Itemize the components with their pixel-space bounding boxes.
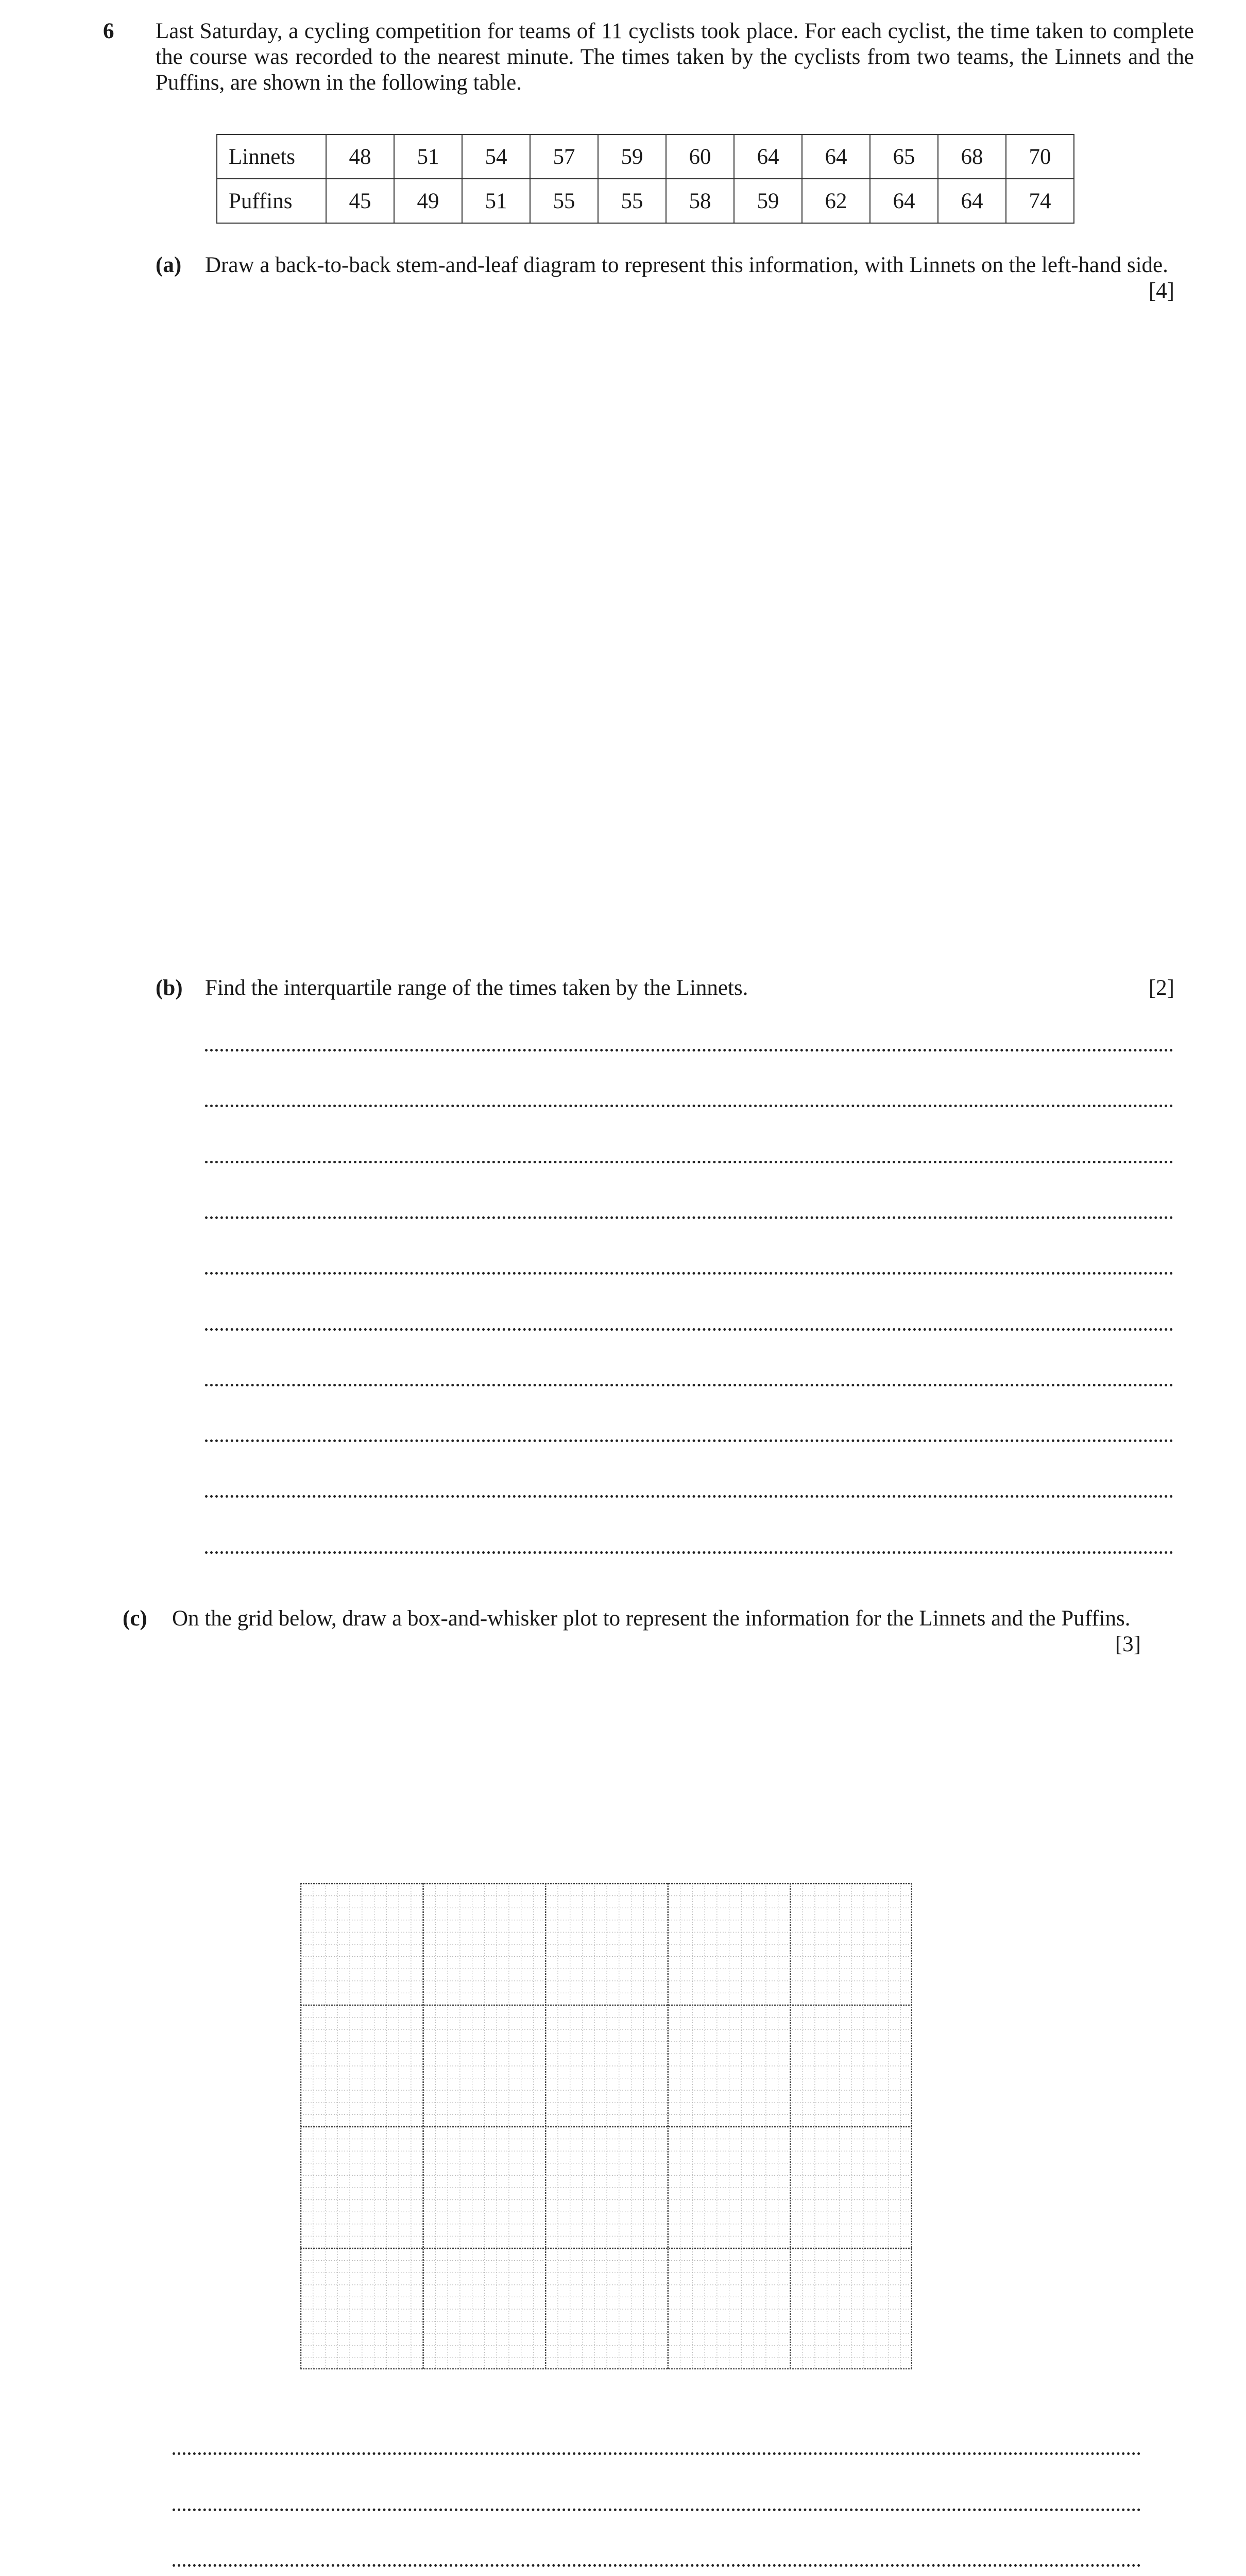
answer-line[interactable]	[205, 1105, 1173, 1107]
time-cell: 55	[530, 179, 598, 223]
answer-line[interactable]	[205, 1495, 1173, 1498]
part-b-marks: [2]	[1148, 976, 1174, 1000]
part-c-marks: [3]	[1115, 1632, 1141, 1656]
time-cell: 55	[598, 179, 666, 223]
answer-line[interactable]	[173, 2509, 1141, 2511]
part-b-label: (b)	[156, 976, 183, 1000]
times-table	[216, 134, 1074, 224]
box-plot-grid[interactable]	[300, 1883, 912, 2369]
stem-and-leaf-working-space[interactable]	[205, 319, 1173, 958]
time-cell: 54	[462, 134, 530, 179]
answer-line[interactable]	[205, 1216, 1173, 1219]
answer-line[interactable]	[205, 1384, 1173, 1386]
time-cell: 68	[938, 134, 1006, 179]
answer-line[interactable]	[205, 1161, 1173, 1163]
time-cell: 74	[1006, 179, 1074, 223]
part-c-label: (c)	[123, 1606, 147, 1631]
table-row	[217, 179, 1074, 223]
time-cell: 70	[1006, 134, 1074, 179]
answer-line[interactable]	[205, 1328, 1173, 1331]
answer-line[interactable]	[205, 1272, 1173, 1275]
time-cell: 64	[734, 134, 802, 179]
question-number: 6	[103, 19, 114, 43]
time-cell: 51	[394, 134, 462, 179]
part-a-marks: [4]	[1148, 279, 1174, 303]
part-a-text: Draw a back-to-back stem-and-leaf diagram to represent this information, with Linnets on the left-hand side.	[205, 253, 1168, 277]
question-intro: Last Saturday, a cycling competition for teams of 11 cyclists took place. For each cyclist, the time taken to complete the course was recorded to the nearest minute. The times taken by the cyclists from two teams, the Linnets and the Puffins, are shown in the following table.	[156, 19, 1194, 95]
answer-line[interactable]	[205, 1049, 1173, 1052]
part-b-text: Find the interquartile range of the times taken by the Linnets.	[205, 976, 748, 1000]
answer-line[interactable]	[205, 1551, 1173, 1554]
time-cell: 64	[802, 134, 870, 179]
time-cell: 60	[666, 134, 734, 179]
time-cell: 57	[530, 134, 598, 179]
time-cell: 59	[734, 179, 802, 223]
time-cell: 49	[394, 179, 462, 223]
answer-line[interactable]	[173, 2452, 1141, 2455]
team-name-cell: Puffins	[217, 179, 326, 223]
time-cell: 59	[598, 134, 666, 179]
time-cell: 58	[666, 179, 734, 223]
part-c-text: On the grid below, draw a box-and-whisker plot to represent the information for the Linnets and the Puffins.	[172, 1606, 1131, 1631]
answer-line[interactable]	[173, 2564, 1141, 2567]
time-cell: 48	[326, 134, 394, 179]
time-cell: 51	[462, 179, 530, 223]
time-cell: 64	[870, 179, 938, 223]
time-cell: 65	[870, 134, 938, 179]
time-cell: 64	[938, 179, 1006, 223]
answer-line[interactable]	[205, 1439, 1173, 1442]
time-cell: 45	[326, 179, 394, 223]
part-a-label: (a)	[156, 253, 182, 277]
team-name-cell: Linnets	[217, 134, 326, 179]
time-cell: 62	[802, 179, 870, 223]
table-row	[217, 134, 1074, 179]
